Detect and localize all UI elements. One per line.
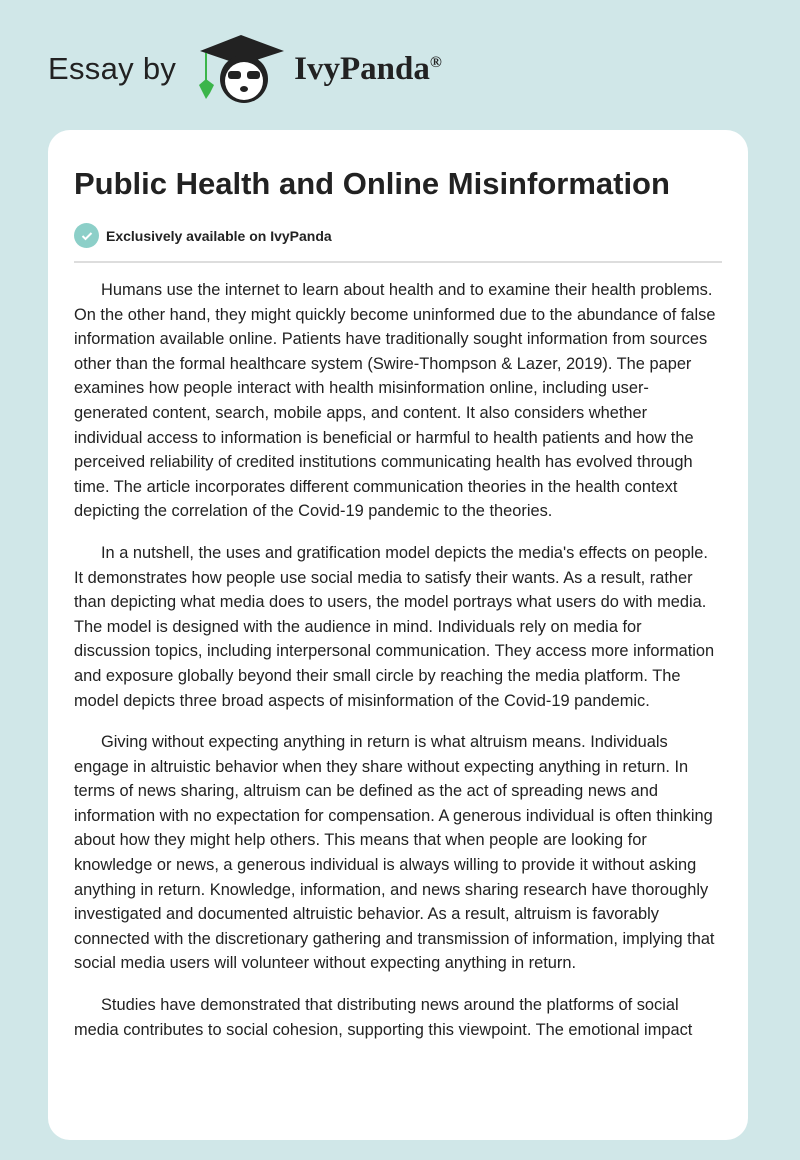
essay-by-label: Essay by <box>48 51 177 86</box>
registered-mark: ® <box>429 53 442 71</box>
ivypanda-logo-icon[interactable] <box>196 33 286 105</box>
brand-name <box>294 51 442 88</box>
essay-body <box>74 278 716 1059</box>
paragraph: Humans use the internet to learn about health and to examine their health problems. On the other hand, they might quickly become uninformed due to the abundance of false information available online. Patients have traditionally sought information from sources other than the formal healthcare system (Swire-Thompson & Lazer, 2019). The paper examines how people interact with health misinformation online, including user-generated content, search, mobile apps, and content. It also considers whether individual access to information is beneficial or harmful to health patients and how the perceived reliability of credited institutions communicating health has evolved through time. The article incorporates different communication theories in the health context depicting the correlation of the Covid-19 pandemic to the theories. <box>74 281 716 521</box>
paragraph: Giving without expecting anything in return is what altruism means. Individuals engage in altruistic behavior when they share without expecting anything in return. In terms of news sharing, altruism can be defined as the act of spreading news and information with no expectation for compensation. A generous individual is often thinking about how they might help others. This means that when people are looking for knowledge or news, a generous individual is always willing to provide it without asking anything in return. Knowledge, information, and news sharing research have thoroughly investigated and documented altruistic behavior. As a result, altruism is favorably connected with the discretionary gathering and transmission of information, implying that social media users will volunteer without expecting anything in return. <box>74 733 715 973</box>
badge-label: Exclusively available on IvyPanda <box>106 227 332 244</box>
paragraph: Studies have demonstrated that distributing news around the platforms of social media contributes to social cohesion, supporting this viewpoint. The emotional impact <box>74 996 693 1039</box>
exclusive-badge <box>74 223 332 248</box>
site-header <box>48 34 442 104</box>
essay-card <box>48 130 748 1140</box>
brand-text: IvyPanda <box>294 50 430 87</box>
page-title: Public Health and Online Misinformation <box>74 166 670 201</box>
check-icon <box>74 223 99 248</box>
paragraph: In a nutshell, the uses and gratification model depicts the media's effects on people. It demonstrates how people use social media to satisfy their wants. As a result, rather than depicting what media does to users, the model portrays what users do with media. The model is designed with the audience in mind. Individuals rely on media for discussion topics, including interpersonal communication. They access more information and exposure globally beyond their small circle by reaching the media platform. The model depicts three broad aspects of misinformation of the Covid-19 pandemic. <box>74 543 715 710</box>
divider <box>74 261 722 263</box>
